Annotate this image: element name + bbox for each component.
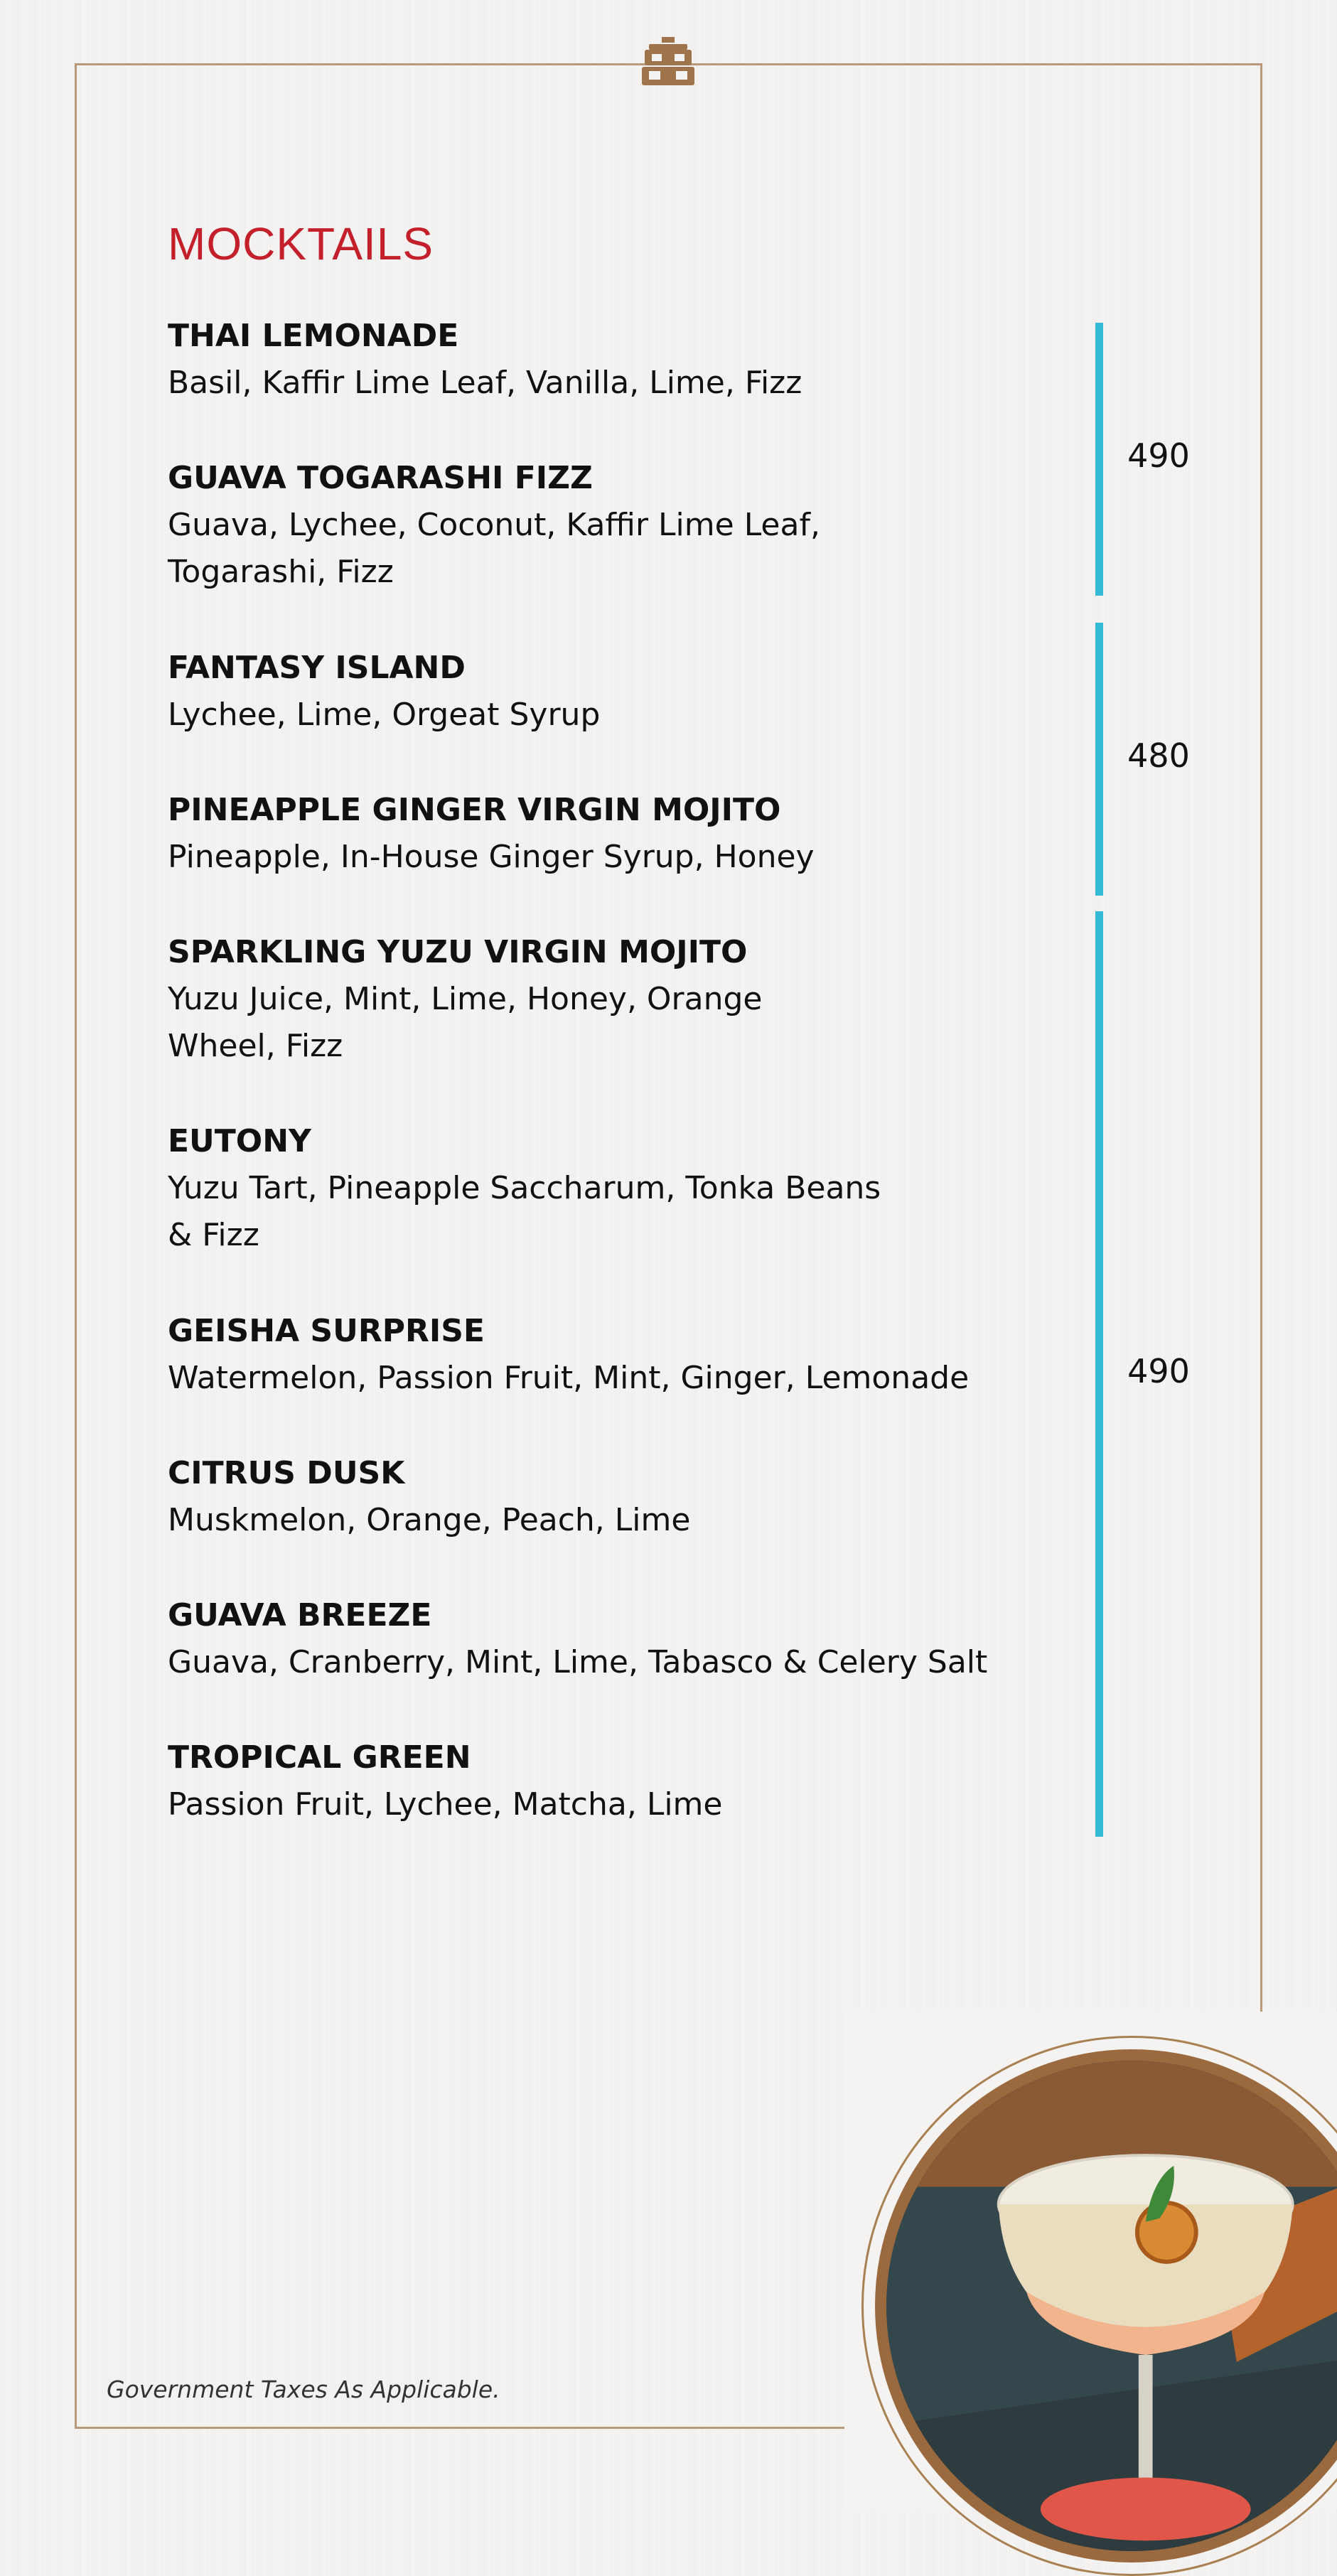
- item-name: TROPICAL GREEN: [168, 1739, 471, 1776]
- price-label: 490: [1127, 436, 1190, 475]
- item-description: Yuzu Tart, Pineapple Saccharum, Tonka Beans & Fizz: [168, 1170, 881, 1253]
- item-description: Basil, Kaffir Lime Leaf, Vanilla, Lime, Fizz: [168, 365, 802, 401]
- item-description: Lychee, Lime, Orgeat Syrup: [168, 697, 601, 733]
- item-description: Yuzu Juice, Mint, Lime, Honey, Orange Wheel, Fizz: [168, 981, 763, 1064]
- item-name: FANTASY ISLAND: [168, 650, 466, 686]
- menu-item: [168, 1308, 969, 1402]
- pagoda-emblem-icon: [635, 37, 702, 88]
- item-description: Pineapple, In-House Ginger Syrup, Honey: [168, 839, 815, 875]
- menu-item: [168, 313, 802, 407]
- menu-item: [168, 645, 600, 739]
- item-name: THAI LEMONADE: [168, 318, 459, 354]
- item-name: SPARKLING YUZU VIRGIN MOJITO: [168, 934, 748, 970]
- menu-item: [168, 787, 815, 881]
- item-description: Passion Fruit, Lychee, Matcha, Lime: [168, 1786, 723, 1823]
- item-description: Guava, Lychee, Coconut, Kaffir Lime Leaf, Togarashi, Fizz: [168, 507, 820, 590]
- item-name: GUAVA BREEZE: [168, 1597, 432, 1633]
- item-name: PINEAPPLE GINGER VIRGIN MOJITO: [168, 792, 781, 828]
- item-name: CITRUS DUSK: [168, 1455, 405, 1491]
- menu-item: [168, 929, 763, 1070]
- item-name: EUTONY: [168, 1123, 311, 1159]
- taxes-note: Government Taxes As Applicable.: [107, 2376, 500, 2403]
- price-label: 490: [1127, 1352, 1190, 1390]
- item-name: GEISHA SURPRISE: [168, 1313, 485, 1349]
- item-description: Muskmelon, Orange, Peach, Lime: [168, 1502, 691, 1538]
- price-label: 480: [1127, 736, 1190, 775]
- menu-item: [168, 1592, 987, 1686]
- price-bracket: [1095, 323, 1103, 596]
- cocktail-photo-image: [875, 2049, 1337, 2562]
- item-name: GUAVA TOGARASHI FIZZ: [168, 460, 593, 496]
- price-bracket: [1095, 623, 1103, 896]
- cocktail-illustration: [886, 2061, 1337, 2551]
- item-description: Watermelon, Passion Fruit, Mint, Ginger, Lemonade: [168, 1360, 970, 1396]
- menu-item: [168, 1450, 690, 1544]
- section-title: MOCKTAILS: [168, 218, 434, 269]
- item-description: Guava, Cranberry, Mint, Lime, Tabasco & Celery Salt: [168, 1644, 988, 1680]
- price-bracket: [1095, 911, 1103, 1837]
- menu-item: [168, 455, 820, 596]
- menu-item: [168, 1118, 881, 1259]
- menu-item: [168, 1734, 722, 1828]
